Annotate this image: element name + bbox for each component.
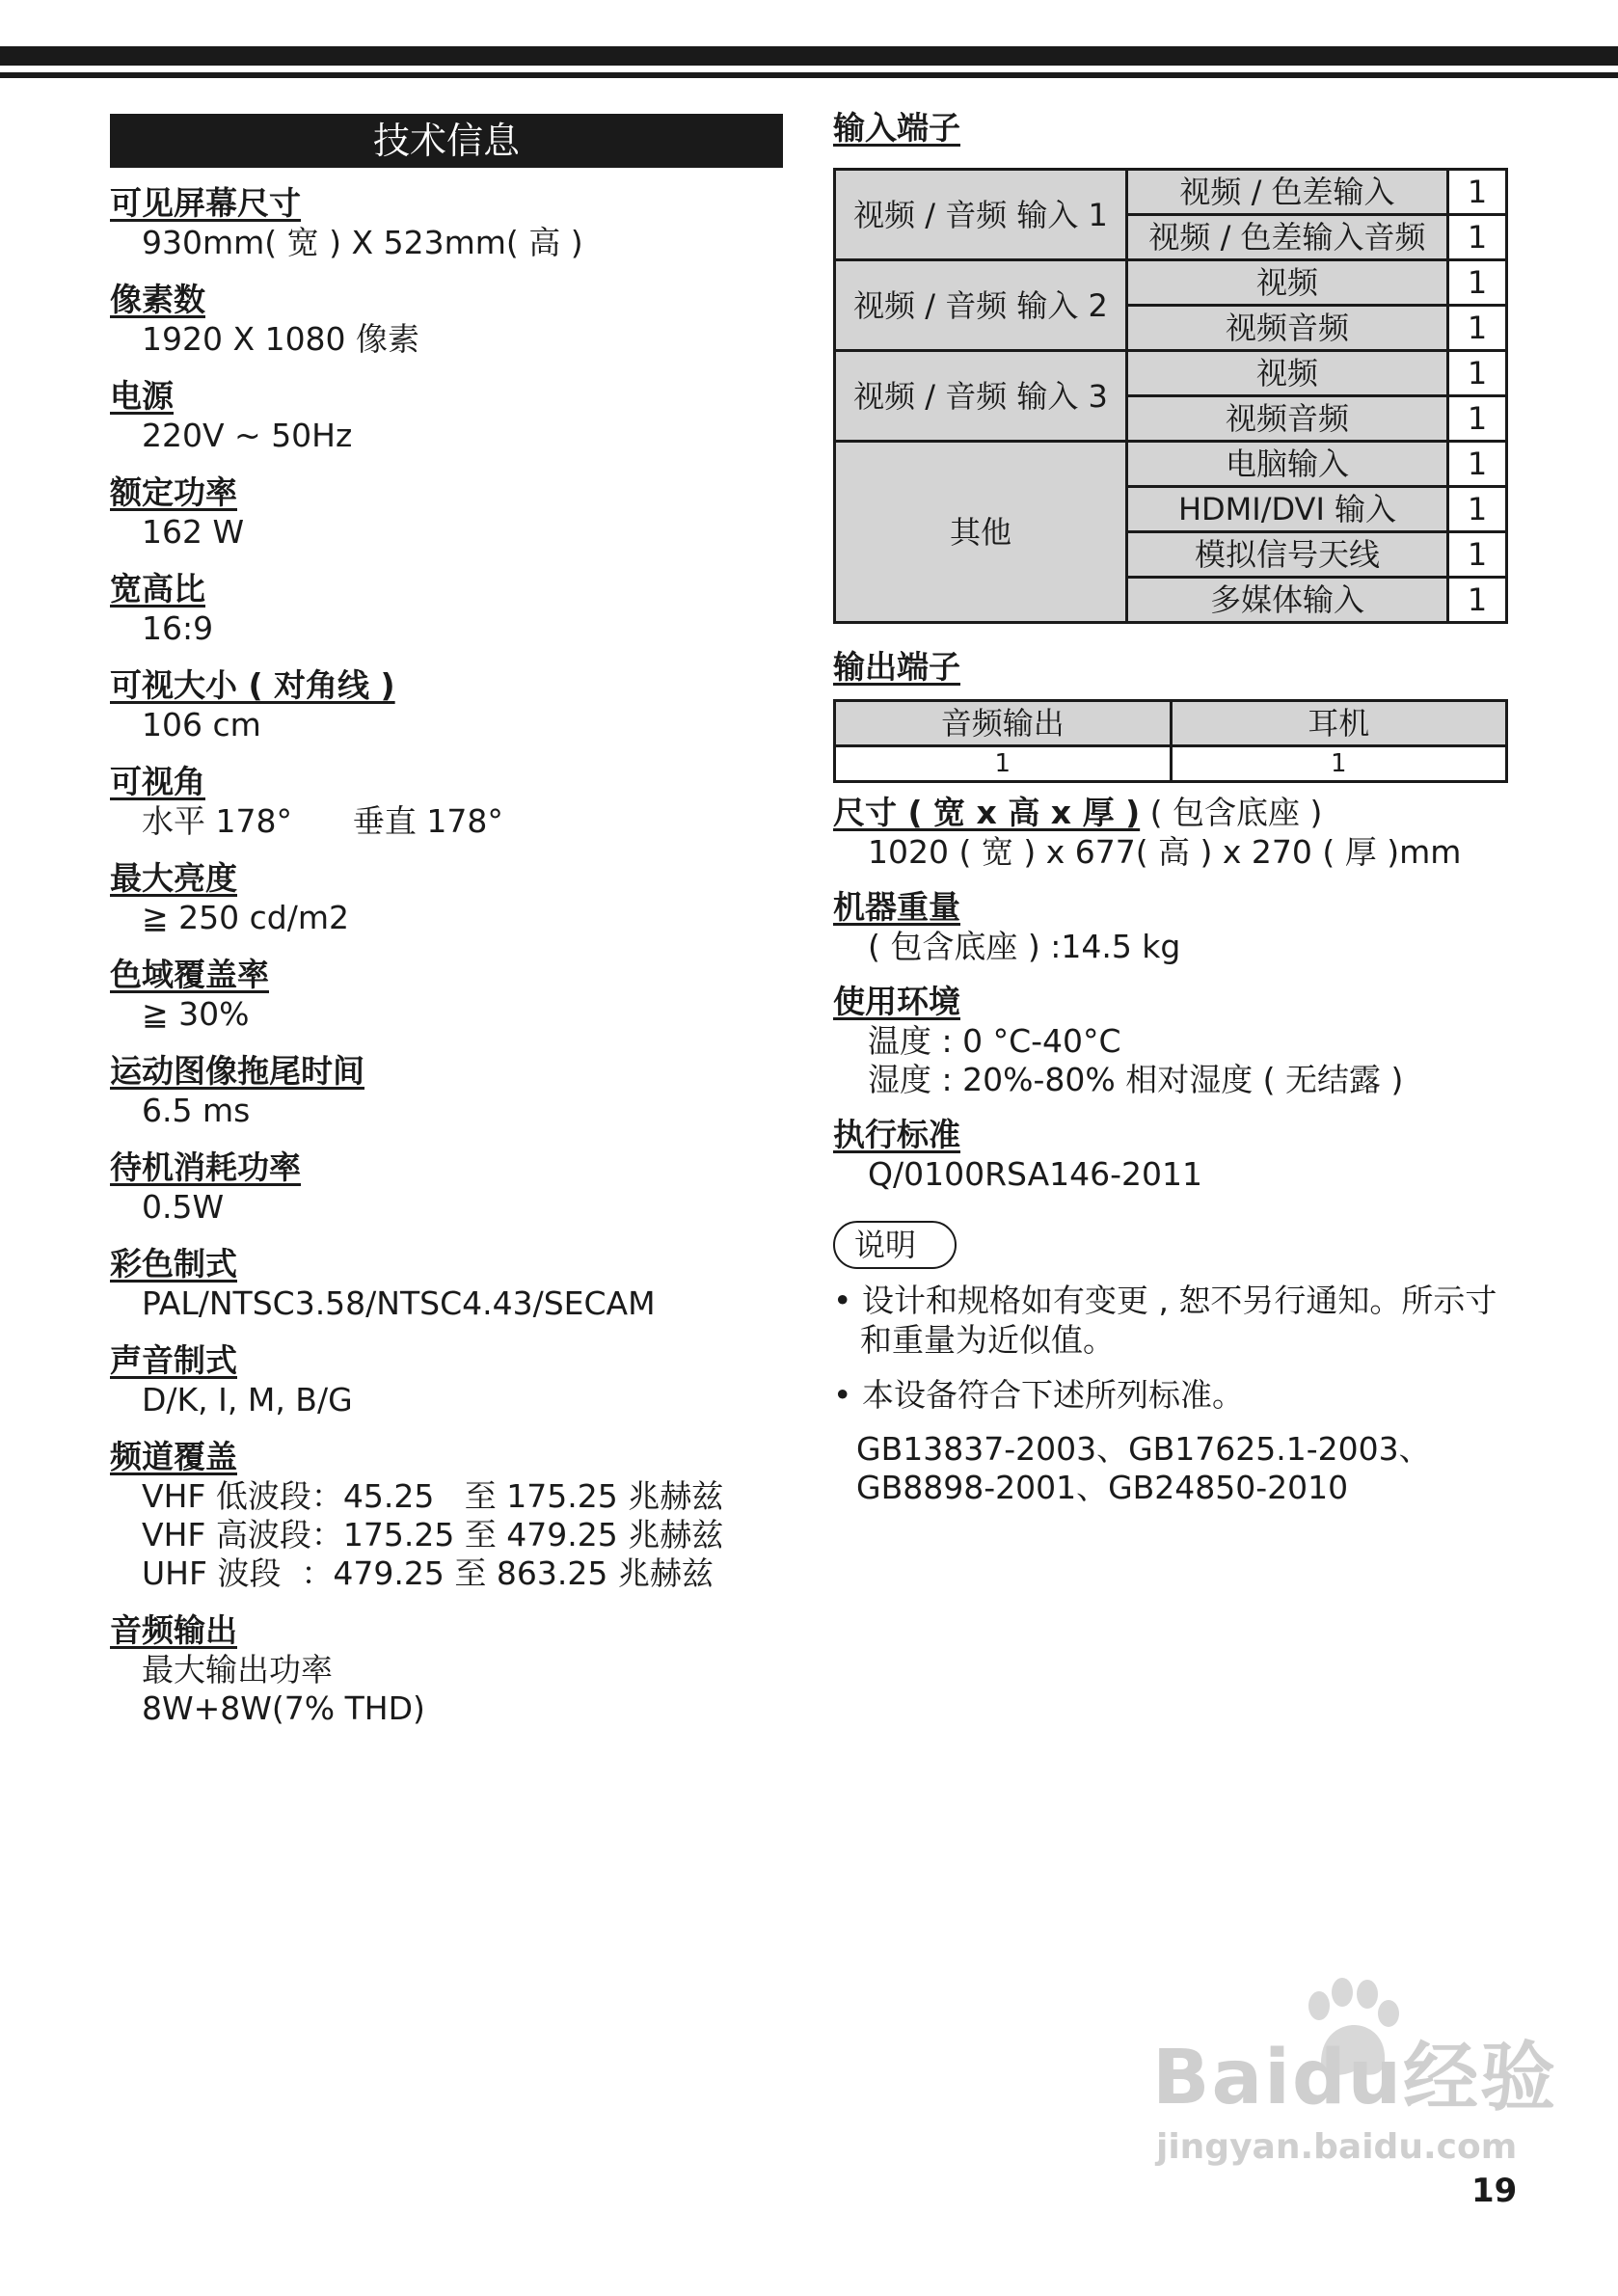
input-name: 模拟信号天线 [1127,532,1448,578]
input-count: 1 [1448,306,1507,351]
dimensions-heading [833,793,1508,833]
top-rule-thin [0,72,1618,78]
input-name: 视频 [1127,351,1448,396]
right-column [833,108,1508,1507]
spec-value: 106 cm [142,706,261,743]
input-group-label: 视频 / 音频 输入 2 [835,260,1127,351]
input-group-label: 视频 / 音频 输入 3 [835,351,1127,442]
spec-value: 16:9 [142,609,214,647]
spec-value: 1920 X 1080 像素 [142,320,420,358]
input-group-label: 视频 / 音频 输入 1 [835,170,1127,260]
spec-title: 可视大小 ( 对角线 ) [110,666,395,704]
spec-value: D/K, I, M, B/G [142,1381,353,1418]
input-count: 1 [1448,532,1507,578]
input-name: 视频音频 [1127,306,1448,351]
spec-title: 最大亮度 [110,859,237,897]
spec-value: 6.5 ms [142,1092,251,1129]
weight-block [833,887,1508,966]
spec-value: PAL/NTSC3.58/NTSC4.43/SECAM [142,1284,656,1322]
page-number: 19 [1471,2172,1518,2210]
input-name: 视频 / 色差输入 [1127,170,1448,215]
output-terminals-title: 输出端子 [833,648,960,686]
watermark [1152,2035,1558,2167]
spec-item [110,280,783,359]
input-name: 视频 / 色差输入音频 [1127,215,1448,260]
watermark-logo: Baidu经验 [1152,2035,1558,2121]
spec-item [110,183,783,262]
output-header-audio: 音频输出 [835,701,1172,746]
spec-item [110,1437,783,1593]
note-bullet-1: • 设计和规格如有变更 , 恕不另行通知。所示寸和重量为近似值。 [833,1282,1497,1359]
standards-line-1: GB13837-2003、GB17625.1-2003、 [856,1430,1431,1468]
spec-title: 像素数 [110,281,205,318]
spec-item [110,376,783,455]
watermark-url: jingyan.baidu.com [1156,2127,1518,2167]
table-row [835,746,1507,782]
table-row [835,442,1507,487]
spec-item [110,762,783,841]
dimensions-title: 尺寸 ( 宽 x 高 x 厚 ) [833,794,1141,831]
spec-item [110,665,783,744]
spec-title: 色域覆盖率 [110,956,269,993]
spec-item [110,473,783,552]
input-name: HDMI/DVI 输入 [1127,487,1448,532]
input-name: 电脑输入 [1127,442,1448,487]
spec-value: 最大输出功率 [142,1651,333,1688]
spec-item [110,1051,783,1130]
spec-value: UHF 波段 ：479.25 至 863.25 兆赫兹 [142,1554,714,1592]
input-count: 1 [1448,260,1507,306]
dimensions-title-suffix: ( 包含底座 ) [1140,794,1323,831]
dimensions-value: 1020 ( 宽 ) x 677( 高 ) x 270 ( 厚 )mm [868,833,1462,871]
output-value-audio: 1 [835,746,1172,782]
standards-line-2: GB8898-2001、GB24850-2010 [856,1469,1349,1506]
weight-title: 机器重量 [833,888,960,926]
table-row [835,351,1507,396]
spec-title: 可视角 [110,763,205,800]
note-bullet-2: • 本设备符合下述所列标准。 [833,1376,1244,1414]
output-value-headphone: 1 [1171,746,1507,782]
spec-title: 频道覆盖 [110,1438,237,1475]
environment-block [833,982,1508,1099]
spec-title: 待机消耗功率 [110,1148,301,1186]
input-count: 1 [1448,487,1507,532]
spec-item [110,955,783,1034]
input-count: 1 [1448,396,1507,442]
spec-title: 音频输出 [110,1611,237,1649]
input-count: 1 [1448,215,1507,260]
spec-item [110,1148,783,1227]
spec-item [110,1244,783,1323]
input-terminals-table [833,168,1508,624]
input-terminals-title: 输入端子 [833,109,960,147]
standard-block [833,1115,1508,1194]
environment-title: 使用环境 [833,983,960,1020]
spec-title: 声音制式 [110,1341,237,1379]
input-name: 视频音频 [1127,396,1448,442]
spec-value: 0.5W [142,1188,225,1226]
spec-title: 彩色制式 [110,1245,237,1283]
standard-title: 执行标准 [833,1116,960,1153]
spec-value: 930mm( 宽 ) X 523mm( 高 ) [142,224,583,261]
spec-value: 8W+8W(7% THD) [142,1689,425,1727]
input-name: 多媒体输入 [1127,578,1448,623]
input-count: 1 [1448,170,1507,215]
dimensions-block [833,793,1508,872]
input-count: 1 [1448,578,1507,623]
weight-value: ( 包含底座 ) :14.5 kg [868,928,1181,965]
output-terminals-table [833,699,1508,783]
left-column [110,114,783,1745]
spec-title: 可见屏幕尺寸 [110,184,301,222]
environment-humidity: 湿度 : 20%-80% 相对湿度 ( 无结露 ) [868,1061,1404,1098]
input-count: 1 [1448,351,1507,396]
spec-title: 运动图像拖尾时间 [110,1052,364,1090]
spec-item [110,1340,783,1419]
spec-value: ≧ 30% [142,995,250,1033]
spec-item [110,569,783,648]
input-group-label: 其他 [835,442,1127,623]
spec-title: 宽高比 [110,570,205,608]
spec-value: 162 W [142,513,245,551]
standard-value: Q/0100RSA146-2011 [868,1155,1203,1193]
input-name: 视频 [1127,260,1448,306]
spec-value: ≧ 250 cd/m2 [142,899,349,936]
spec-item [110,1610,783,1728]
spec-value: 220V ~ 50Hz [142,417,353,454]
spec-title: 额定功率 [110,473,237,511]
spec-item [110,858,783,937]
spec-value: VHF 低波段：45.25 至 175.25 兆赫兹 [142,1477,724,1515]
environment-temperature: 温度 : 0 °C-40°C [868,1022,1121,1060]
note-label: 说明 [833,1221,957,1269]
spec-list [110,183,783,1728]
output-header-headphone: 耳机 [1171,701,1507,746]
spec-value: VHF 高波段：175.25 至 479.25 兆赫兹 [142,1516,724,1553]
table-row [835,260,1507,306]
top-rule [0,46,1618,66]
input-count: 1 [1448,442,1507,487]
spec-title: 电源 [110,377,174,415]
table-row [835,701,1507,746]
section-banner: 技术信息 [110,114,783,168]
table-row [835,170,1507,215]
spec-value: 水平 178° 垂直 178° [142,802,503,840]
